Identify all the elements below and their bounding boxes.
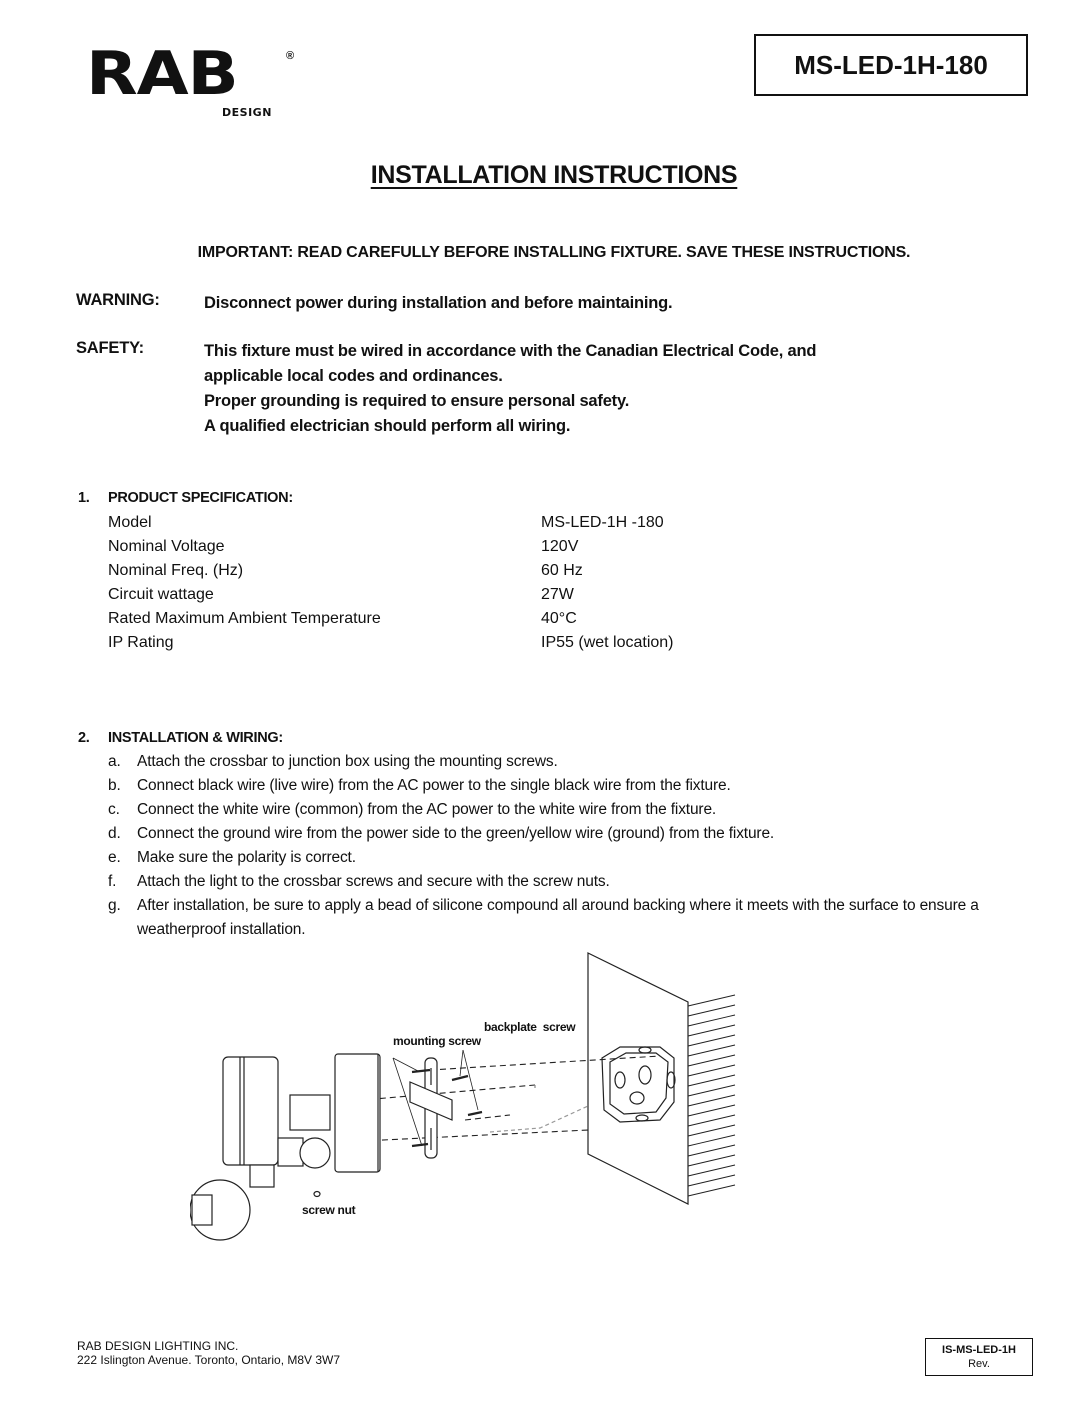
important-notice: IMPORTANT: READ CAREFULLY BEFORE INSTALLING FIXTURE. SAVE THESE INSTRUCTIONS. — [197, 244, 911, 261]
spec-key: IP Rating — [108, 634, 174, 651]
spec-key: Rated Maximum Ambient Temperature — [108, 610, 381, 627]
spec-row — [108, 607, 808, 631]
spec-row — [108, 511, 808, 535]
step-text: Connect black wire (live wire) from the AC power to the single black wire from the fixture. — [137, 777, 731, 794]
junction-box-illustration — [602, 1047, 675, 1122]
company-name: RAB DESIGN LIGHTING INC. — [77, 1339, 239, 1353]
spec-value: 120V — [541, 538, 579, 555]
warning-row — [0, 291, 1088, 315]
installation-diagram — [190, 950, 850, 1270]
screw-nut-label: screw nut — [302, 1203, 356, 1217]
spec-row — [108, 559, 808, 583]
spec-row — [108, 535, 808, 559]
step-text: Connect the white wire (common) from the AC power to the white wire from the fixture. — [137, 801, 717, 818]
safety-label: SAFETY: — [76, 339, 144, 357]
safety-block — [0, 339, 1088, 439]
rab-design-logo — [86, 39, 296, 124]
document-id-box — [925, 1338, 1033, 1376]
step-letter: c. — [108, 801, 120, 818]
spec-heading — [0, 490, 1088, 510]
step-letter: g. — [108, 897, 121, 914]
safety-line: This fixture must be wired in accordance with the Canadian Electrical Code, and — [204, 342, 817, 360]
document-id: IS-MS-LED-1H — [942, 1344, 1016, 1356]
spec-value: MS-LED-1H -180 — [541, 514, 664, 531]
safety-line: applicable local codes and ordinances. — [204, 367, 503, 385]
section-title: INSTALLATION & WIRING: — [108, 730, 283, 746]
spec-value: IP55 (wet location) — [541, 634, 674, 651]
step-letter: b. — [108, 777, 121, 794]
step-text: Attach the crossbar to junction box using the mounting screws. — [137, 753, 558, 770]
safety-line: Proper grounding is required to ensure personal safety. — [204, 392, 630, 410]
step-letter: a. — [108, 753, 121, 770]
footer-company-info — [77, 1339, 340, 1367]
warning-label: WARNING: — [76, 291, 160, 309]
spec-key: Circuit wattage — [108, 586, 214, 603]
spec-row — [108, 631, 808, 655]
mounting-screw-label: mounting screw — [393, 1034, 481, 1048]
step-letter: d. — [108, 825, 121, 842]
warning-text: Disconnect power during installation and before maintaining. — [204, 294, 673, 312]
page-title: INSTALLATION INSTRUCTIONS — [370, 161, 738, 189]
model-number-box: MS-LED-1H-180 — [754, 34, 1028, 96]
spec-value: 40°C — [541, 610, 577, 627]
logo-brand: RAB — [86, 39, 238, 109]
revision: Rev. — [968, 1358, 990, 1370]
step-letter: f. — [108, 873, 117, 890]
step-text: Make sure the polarity is correct. — [137, 849, 356, 866]
step-text: After installation, be sure to apply a bead of silicone compound all around backing where it meets with the surface to ensure a weatherproof installation. — [137, 897, 979, 938]
safety-line: A qualified electrician should perform all wiring. — [204, 417, 571, 435]
registered-mark: ® — [286, 50, 295, 62]
install-heading — [0, 730, 1088, 750]
section-title: PRODUCT SPECIFICATION: — [108, 490, 293, 506]
section-number: 2. — [78, 730, 90, 746]
spec-value: 27W — [541, 586, 574, 603]
company-address: 222 Islington Avenue. Toronto, Ontario, M8V 3W7 — [77, 1353, 341, 1367]
step-text: Connect the ground wire from the power side to the green/yellow wire (ground) from the fixture. — [137, 825, 775, 842]
section-number: 1. — [78, 490, 90, 506]
fixture-backplate-illustration — [335, 1054, 380, 1172]
logo-sub: DESIGN — [222, 106, 272, 119]
spec-value: 60 Hz — [541, 562, 583, 579]
step-letter: e. — [108, 849, 121, 866]
spec-row — [108, 583, 808, 607]
backplate-screw-label: backplate screw — [484, 1020, 576, 1034]
spec-key: Nominal Freq. (Hz) — [108, 562, 244, 579]
step-text: Attach the light to the crossbar screws and secure with the screw nuts. — [137, 873, 610, 890]
crossbar-bracket-illustration — [410, 1058, 452, 1158]
spec-key: Model — [108, 514, 152, 531]
spec-key: Nominal Voltage — [108, 538, 225, 555]
